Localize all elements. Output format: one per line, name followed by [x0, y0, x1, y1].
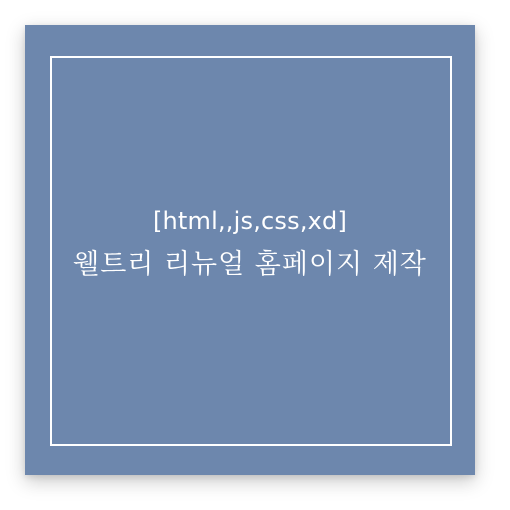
- project-title: 웰트리 리뉴얼 홈페이지 제작: [73, 249, 427, 280]
- card-caption: [25, 203, 475, 285]
- project-card[interactable]: [25, 25, 475, 475]
- tech-stack-label: [html,,js,css,xd]: [152, 207, 348, 235]
